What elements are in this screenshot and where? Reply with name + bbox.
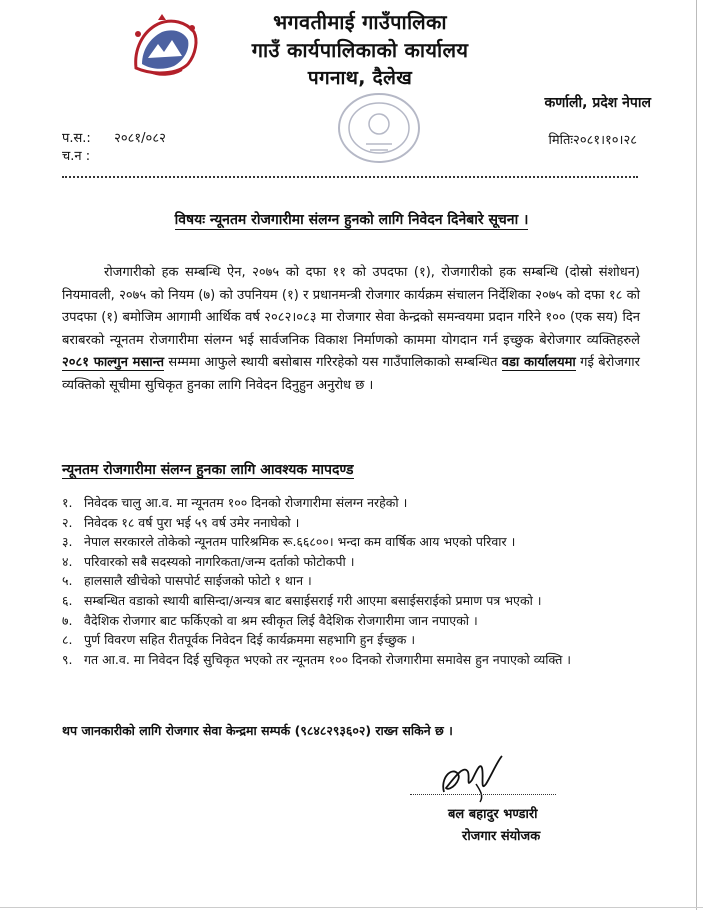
list-item [62,591,652,611]
province-name: कर्णाली, प्रदेश नेपाल [544,95,651,111]
item-number: २. [62,514,73,530]
page-edge-right [696,0,697,910]
contact-line: थप जानकारीको लागि रोजगार सेवा केन्द्रमा सम्पर्क (९८४८२९३६०२) राख्न सकिने छ । [62,723,453,738]
list-item [62,611,652,631]
list-item [62,630,652,650]
signature-icon [436,748,516,804]
body-part-3: गई बेरोजगार व्यक्तिको सूचीमा सुचिकृत हुनका लागि निवेदन दिनुहुन अनुरोध छ । [62,355,640,393]
reference-block [62,130,166,166]
office-name: गाउँ कार्यपालिकाको कार्यालय [251,38,469,62]
criteria-heading [62,460,354,479]
subject-text: विषयः न्यूनतम रोजगारीमा संलग्न हुनको लागि निवेदन दिनेबारे सूचना । [174,212,529,228]
notice-date: मितिः२०८१।१०।२८ [548,133,637,148]
item-number: ३. [62,534,73,550]
list-item [62,532,652,552]
item-number: १. [62,495,73,510]
body-part-1: रोजगारीको हक सम्बन्धि ऐन, २०७५ को दफा ११ को उपदफा (१), रोजगारीको हक सम्बन्धि (दोस्रो संशोधन) नियमावली, २०७५ को नियम (७) को उपनियम (१) र प्रधानमन्त्री रोजगार कार्यक्रम संचालन निर्देशिका २०७५ को दफा १८ को उपदफा (१) बमोजिम आगामी आर्थिक वर्ष २०८२।०८३ मा रोजगार सेवा केन्द्रको समन्वयमा प्रदान गरिने १०० (एक सय) दिन बराबरको न्यूनतम रोजगारीमा संलग्न भई सार्वजनिक विकाश निर्माणको काममा योगदान गर्न इच्छुक बेरोजगार व्यक्तिहरुले [62,265,640,348]
item-number: ६. [62,592,73,608]
criteria-heading-text: न्यूनतम रोजगारीमा संलग्न हुनका लागि आवश्यक मापदण्ड [62,462,354,478]
item-text: गत आ.व. मा निवेदन दिई सुचिकृत भएको तर न्यूनतम १०० दिनको रोजगारीमा समावेस हुन नपाएको व्यक्ति । [84,651,572,667]
deadline-highlight: २०८१ फाल्गुन मसान्त [62,355,165,370]
body-part-2: सम्ममा आफुले स्थायी बसोबास गरिरहेको यस गाउँपालिकाको सम्बन्धित [168,355,498,370]
header-divider [62,176,638,178]
signatory-name: बल बहादुर भण्डारी [448,807,538,822]
list-item [62,571,652,591]
item-text: परिवारको सबै सदस्यको नागरिकता/जन्म दर्ताको फोटोकपी । [84,553,355,569]
notice-subject [0,210,703,229]
list-item [62,552,652,572]
page-edge-bottom [0,907,703,908]
notice-body [62,262,640,397]
list-item [62,650,652,670]
office-header [200,8,520,92]
item-text: हालसालै खीचेको पासपोर्ट साईजको फोटो १ थान । [84,573,312,589]
item-number: ५. [62,573,73,589]
list-item [62,493,652,513]
criteria-list [62,493,652,669]
item-number: ९. [62,651,73,667]
ps-label: प.स.: [62,131,91,146]
item-text: वैदेशिक रोजगार बाट फर्किएको वा श्रम स्वीकृत लिई वैदेशिक रोजगारीमा जान नपाएको । [84,612,478,628]
item-text: पुर्ण विवरण सहित रीतपूर्वक निवेदन दिई कार्यक्रममा सहभागि हुन ईच्छुक । [84,632,416,648]
item-text: निवेदक १८ वर्ष पुरा भई ५९ वर्ष उमेर ननाघेको । [84,514,300,530]
signatory-title: रोजगार संयोजक [462,829,541,844]
office-location: पगनाथ, दैलेख [307,67,413,89]
chn-label: च.न : [62,149,91,164]
item-text: निवेदक चालु आ.व. मा न्यूनतम १०० दिनको रोजगारीमा संलग्न नरहेको । [84,495,408,510]
office-stamp-icon [336,90,422,166]
item-text: नेपाल सरकारले तोकेको न्यूनतम पारिश्रमिक रू.६६८००। भन्दा कम वार्षिक आय भएको परिवार । [84,534,516,550]
item-text: सम्बन्धित वडाको स्थायी बासिन्दा/अन्यत्र बाट बसाईसराई गरी आएमा बसाईसराईको प्रमाण पत्र भएको । [84,592,542,608]
nepal-emblem-icon [128,10,202,84]
signature-line [410,794,556,795]
municipality-name: भगवतीमाई गाउँपालिका [273,10,447,34]
item-number: ४. [62,553,73,569]
ps-value: २०८१/०८२ [114,131,166,146]
list-item [62,513,652,533]
item-number: ८. [62,632,73,648]
item-number: ७. [62,612,73,628]
ward-office-highlight: वडा कार्यालयमा [501,355,576,370]
